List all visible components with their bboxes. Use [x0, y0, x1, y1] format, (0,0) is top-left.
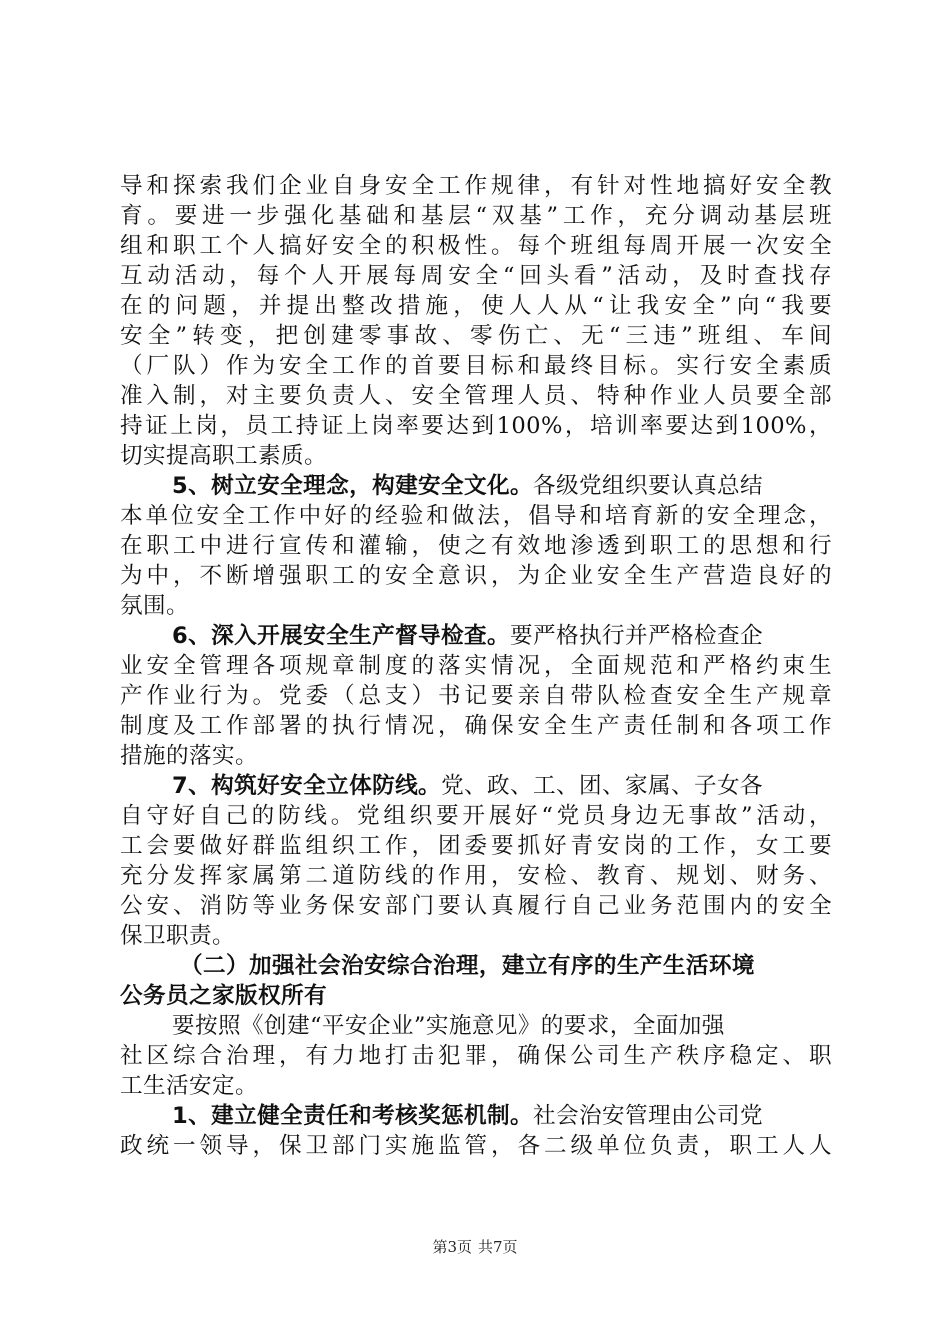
page-total: 共7页: [478, 1238, 518, 1256]
text-line: 组和职工个人搞好安全的积极性。每个班组每周开展一次安全: [120, 233, 832, 259]
text-line: 在职工中进行宣传和灌输，使之有效地渗透到职工的思想和行: [120, 533, 832, 559]
text-line: 工生活安定。: [120, 1073, 258, 1099]
page-number: 第3页: [432, 1238, 472, 1256]
text-line: 在的问题，并提出整改措施，使人人从“让我安全”向“我要: [120, 293, 832, 319]
text-line: 持证上岗，员工持证上岗率要达到100%，培训率要达到100%，: [120, 413, 832, 439]
heading-text: 7、构筑好安全立体防线。: [172, 773, 442, 799]
heading-continuation: 社会治安管理由公司党: [533, 1103, 763, 1129]
paragraph-heading-1: [120, 1101, 832, 1131]
text-line: 自守好自己的防线。党组织要开展好“党员身边无事故”活动，: [120, 803, 832, 829]
text-line: 切实提高职工素质。: [120, 443, 327, 469]
text-line: 产作业行为。党委（总支）书记要亲自带队检查安全生产规章: [120, 683, 832, 709]
heading-text: 6、深入开展安全生产督导检查。: [172, 623, 511, 649]
paragraph-heading-5: [120, 471, 832, 501]
text-line: 充分发挥家属第二道防线的作用，安检、教育、规划、财务、: [120, 863, 832, 889]
text-line: 氛围。: [120, 593, 189, 619]
section-heading-continuation: 公务员之家版权所有: [120, 983, 327, 1009]
text-line: 互动活动，每个人开展每周安全“回头看”活动，及时查找存: [120, 263, 832, 289]
text-line: （厂队）作为安全工作的首要目标和最终目标。实行安全素质: [120, 353, 832, 379]
section-heading: （二）加强社会治安综合治理，建立有序的生产生活环境: [180, 953, 755, 979]
text-line: 政统一领导，保卫部门实施监管，各二级单位负责，职工人人: [120, 1133, 832, 1159]
text-line: 业安全管理各项规章制度的落实情况，全面规范和严格约束生: [120, 653, 832, 679]
page-footer: [0, 1236, 950, 1257]
text-line: 为中，不断增强职工的安全意识，为企业安全生产营造良好的: [120, 563, 832, 589]
paragraph-heading-6: [120, 621, 832, 651]
text-line: 导和探索我们企业自身安全工作规律，有针对性地搞好安全教: [120, 173, 832, 199]
document-body: [120, 171, 832, 1161]
text-line: 育。要进一步强化基础和基层“双基”工作，充分调动基层班: [120, 203, 832, 229]
text-line: 社区综合治理，有力地打击犯罪，确保公司生产秩序稳定、职: [120, 1043, 832, 1069]
text-line: 准入制，对主要负责人、安全管理人员、特种作业人员要全部: [120, 383, 832, 409]
text-line: 本单位安全工作中好的经验和做法，倡导和培育新的安全理念，: [120, 503, 832, 529]
heading-continuation: 各级党组织要认真总结: [533, 473, 763, 499]
text-line: 要按照《创建“平安企业”实施意见》的要求，全面加强: [172, 1013, 725, 1039]
text-line: 工会要做好群监组织工作，团委要抓好青安岗的工作，女工要: [120, 833, 832, 859]
heading-continuation: 党、政、工、团、家属、子女各: [441, 773, 763, 799]
text-line: 制度及工作部署的执行情况，确保安全生产责任制和各项工作: [120, 713, 832, 739]
heading-text: 5、树立安全理念，构建安全文化。: [172, 473, 534, 499]
text-line: 措施的落实。: [120, 743, 258, 769]
heading-text: 1、建立健全责任和考核奖惩机制。: [172, 1103, 534, 1129]
text-line: 保卫职责。: [120, 923, 235, 949]
heading-continuation: 要严格执行并严格检查企: [510, 623, 763, 649]
paragraph-heading-7: [120, 771, 832, 801]
text-line: 公安、消防等业务保安部门要认真履行自己业务范围内的安全: [120, 893, 832, 919]
text-line: 安全”转变，把创建零事故、零伤亡、无“三违”班组、车间: [120, 323, 832, 349]
